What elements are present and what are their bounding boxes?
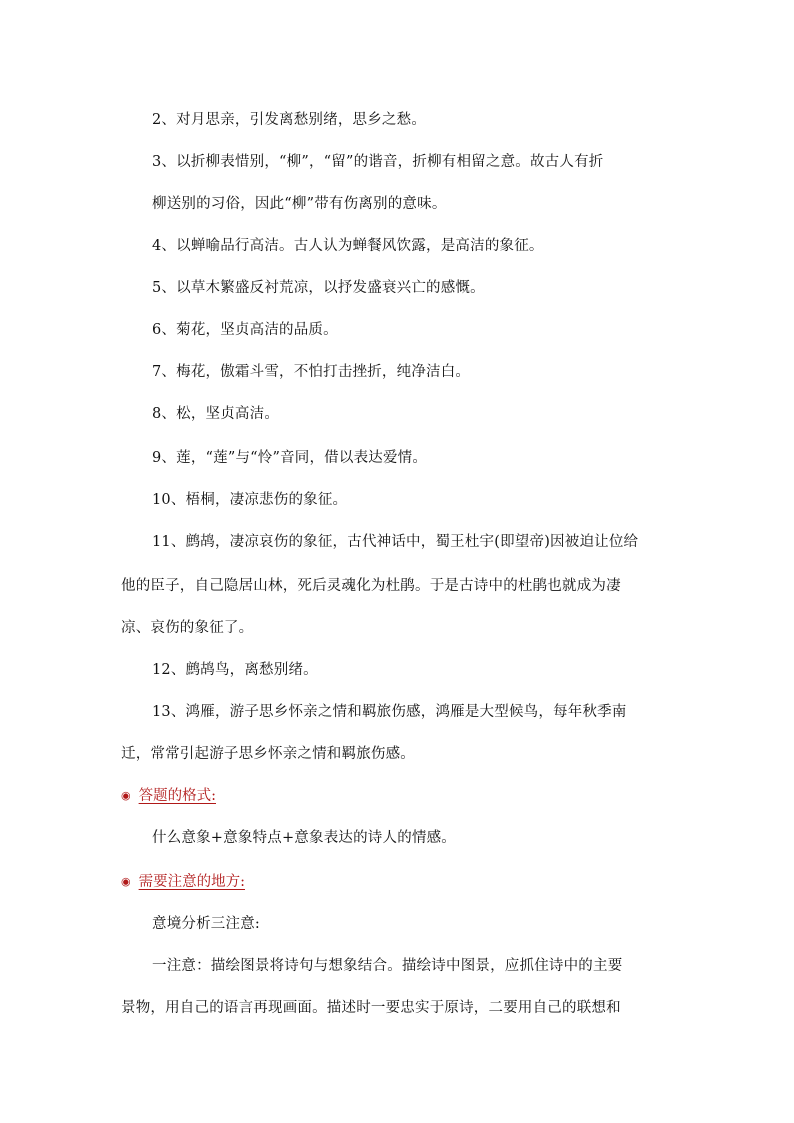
heading-text: 答题的格式:: [138, 788, 216, 804]
section-heading-notes: [121, 872, 245, 892]
bullet-icon: ◉: [121, 875, 131, 888]
notes-subheading: 意境分析三注意:: [152, 916, 260, 932]
paragraph-3-line-1: 3、以折柳表惜别，“柳”，“留”的谐音，折柳有相留之意。故古人有折: [152, 154, 604, 170]
paragraph-11-line-1: 11、鹧鸪，凄凉哀伤的象征，古代神话中，蜀王杜宇(即望帝)因被迫让位给: [152, 534, 639, 550]
paragraph-12: 12、鹧鸪鸟，离愁别绪。: [152, 662, 318, 678]
paragraph-11-line-2: 他的臣子，自己隐居山林，死后灵魂化为杜鹃。于是古诗中的杜鹃也就成为凄: [121, 578, 621, 594]
paragraph-8: 8、松，坚贞高洁。: [152, 406, 280, 422]
paragraph-10: 10、梧桐，凄凉悲伤的象征。: [152, 492, 348, 508]
heading-text: 需要注意的地方:: [138, 874, 245, 890]
paragraph-9: 9、莲，“莲”与“怜”音同，借以表达爱情。: [152, 450, 428, 466]
notes-body-line-2: 景物，用自己的语言再现画面。描述时一要忠实于原诗，二要用自己的联想和: [121, 1000, 621, 1016]
section-heading-answer-format: [121, 786, 216, 806]
answer-format-body: 什么意象+意象特点+意象表达的诗人的情感。: [152, 830, 456, 846]
bullet-icon: ◉: [121, 789, 131, 802]
notes-body-line-1: 一注意：描绘图景将诗句与想象结合。描绘诗中图景，应抓住诗中的主要: [152, 958, 623, 974]
paragraph-5: 5、以草木繁盛反衬荒凉，以抒发盛衰兴亡的感慨。: [152, 280, 485, 296]
paragraph-11-line-3: 凉、哀伤的象征了。: [121, 620, 254, 636]
paragraph-7: 7、梅花，傲霜斗雪，不怕打击挫折，纯净洁白。: [152, 364, 471, 380]
paragraph-13-line-2: 迁，常常引起游子思乡怀亲之情和羁旅伤感。: [121, 746, 415, 762]
paragraph-2: 2、对月思亲，引发离愁别绪，思乡之愁。: [152, 112, 427, 128]
paragraph-4: 4、以蝉喻品行高洁。古人认为蝉餐风饮露，是高洁的象征。: [152, 238, 544, 254]
paragraph-3-line-2: 柳送别的习俗，因此“柳”带有伤离别的意味。: [152, 196, 447, 212]
paragraph-6: 6、菊花，坚贞高洁的品质。: [152, 322, 338, 338]
paragraph-13-line-1: 13、鸿雁，游子思乡怀亲之情和羁旅伤感，鸿雁是大型候鸟，每年秋季南: [152, 704, 627, 720]
